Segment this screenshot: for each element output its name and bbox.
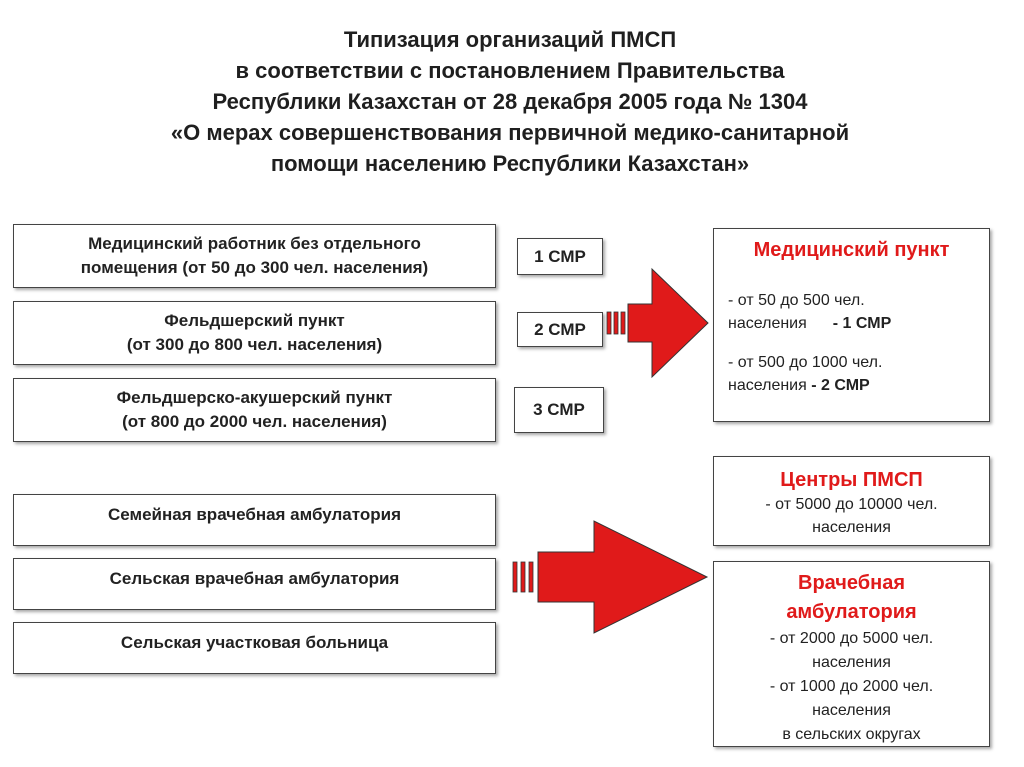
smr-badge: 2 СМР	[517, 312, 603, 347]
left-box-family-ambulatory	[13, 494, 496, 546]
ambulatory-title: амбулатория	[786, 601, 917, 623]
box-text: Сельская врачебная амбулатория	[109, 569, 400, 588]
box-text: (от 300 до 800 чел. населения)	[126, 335, 383, 354]
left-box-rural-hospital	[13, 622, 496, 674]
med-point-box	[713, 228, 990, 422]
centers-text: - от 5000 до 10000 чел.	[765, 496, 938, 513]
page-title	[80, 24, 940, 179]
ambulatory-text: населения	[812, 654, 891, 671]
smr-badge: 3 СМР	[514, 387, 604, 433]
arrow-right-icon	[510, 518, 710, 636]
left-box-rural-ambulatory	[13, 558, 496, 610]
centers-text: населения	[812, 519, 891, 536]
title-line: в соответствии с постановлением Правительства	[235, 58, 785, 83]
centers-title: Центры ПМСП	[780, 469, 923, 491]
ambulatory-title: Врачебная	[798, 572, 905, 594]
left-box-feldsher-point	[13, 301, 496, 365]
box-text: (от 800 до 2000 чел. населения)	[122, 412, 387, 431]
title-line: Типизация организаций ПМСП	[343, 27, 677, 52]
box-text: Сельская участковая больница	[120, 633, 389, 652]
ambulatory-box	[713, 561, 990, 747]
box-text: Фельдшерско-акушерский пункт	[116, 388, 393, 407]
ambulatory-text: - от 1000 до 2000 чел.	[769, 678, 934, 695]
box-text: Семейная врачебная амбулатория	[108, 505, 401, 524]
centers-box	[713, 456, 990, 546]
title-line: Республики Казахстан от 28 декабря 2005 года № 1304	[212, 89, 808, 114]
title-line: помощи населению Республики Казахстан»	[270, 151, 750, 176]
item-text: - от 500 до 1000 чел.	[728, 354, 883, 371]
item-text: населения	[728, 377, 807, 394]
smr-badge: 1 СМР	[517, 238, 603, 275]
smr-label: - 2 СМР	[811, 377, 870, 394]
med-point-title: Медицинский пункт	[753, 239, 950, 261]
box-text: Фельдшерский пункт	[164, 311, 345, 330]
item-text: населения	[728, 315, 807, 332]
ambulatory-text: в сельских округах	[782, 726, 921, 743]
ambulatory-text: - от 2000 до 5000 чел.	[769, 630, 934, 647]
ambulatory-text: населения	[812, 702, 891, 719]
med-point-item	[728, 351, 882, 397]
smr-label: - 1 СМР	[832, 315, 892, 332]
title-line: «О мерах совершенствования первичной медико-санитарной	[170, 120, 850, 145]
left-box-med-worker	[13, 224, 496, 288]
item-text: - от 50 до 500 чел.	[728, 292, 865, 309]
arrow-right-icon	[604, 266, 710, 380]
left-box-fap	[13, 378, 496, 442]
box-text: Медицинский работник без отдельного	[88, 234, 421, 253]
box-text: помещения (от 50 до 300 чел. населения)	[80, 258, 429, 277]
med-point-item	[728, 289, 891, 335]
